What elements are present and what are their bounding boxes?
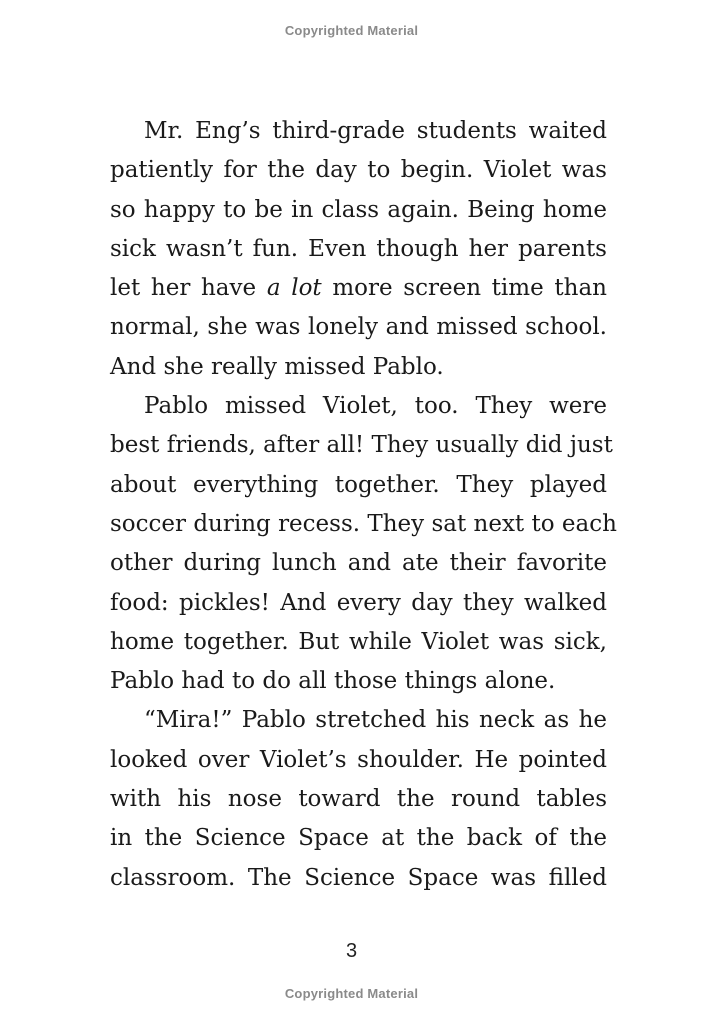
paragraph-3-line-2: looked over Violet’s shoulder. He pointed [110, 746, 607, 773]
paragraph-1-line-1: Mr. Eng’s third-grade students waited [144, 118, 607, 144]
copyright-watermark-bottom: Copyrighted Material [284, 986, 419, 1001]
page-number: 3 [345, 940, 358, 962]
paragraph-3-line-3: with his nose toward the round tables [110, 786, 607, 813]
paragraph-2-line-1: Pablo missed Violet, too. They were [144, 393, 607, 420]
paragraph-1-line-2: patiently for the day to begin. Violet was [110, 157, 607, 184]
paragraph-2-line-8: Pablo had to do all those things alone. [110, 668, 556, 695]
paragraph-2-line-5: other during lunch and ate their favorite [110, 550, 607, 577]
line-5-before: let her have [110, 275, 267, 302]
paragraph-2-line-7: home together. But while Violet was sick, [110, 628, 607, 655]
paragraph-3-line-1: “Mira!” Pablo stretched his neck as he [144, 707, 607, 734]
paragraph-1-line-5 [110, 269, 607, 308]
paragraph-2-line-2: best friends, after all! They usually did just [110, 432, 613, 459]
paragraph-2-line-3: about everything together. They played [110, 471, 607, 498]
line-5-after: more screen time than [321, 275, 607, 302]
copyright-watermark-top: Copyrighted Material [284, 23, 419, 38]
paragraph-2-line-6: food: pickles! And every day they walked [110, 589, 607, 616]
paragraph-1-line-7: And she really missed Pablo. [110, 353, 444, 380]
story-text [110, 112, 617, 898]
paragraph-1-line-4: sick wasn’t fun. Even though her parents [110, 235, 607, 262]
emphasis-a-lot: a lot [266, 275, 322, 302]
paragraph-2-line-4: soccer during recess. They sat next to each [110, 510, 617, 537]
paragraph-3-line-5: classroom. The Science Space was filled [110, 864, 607, 891]
paragraph-3-line-4: in the Science Space at the back of the [110, 825, 607, 852]
paragraph-1-line-6: normal, she was lonely and missed school. [110, 314, 607, 341]
paragraph-1-line-3: so happy to be in class again. Being home [110, 196, 607, 223]
